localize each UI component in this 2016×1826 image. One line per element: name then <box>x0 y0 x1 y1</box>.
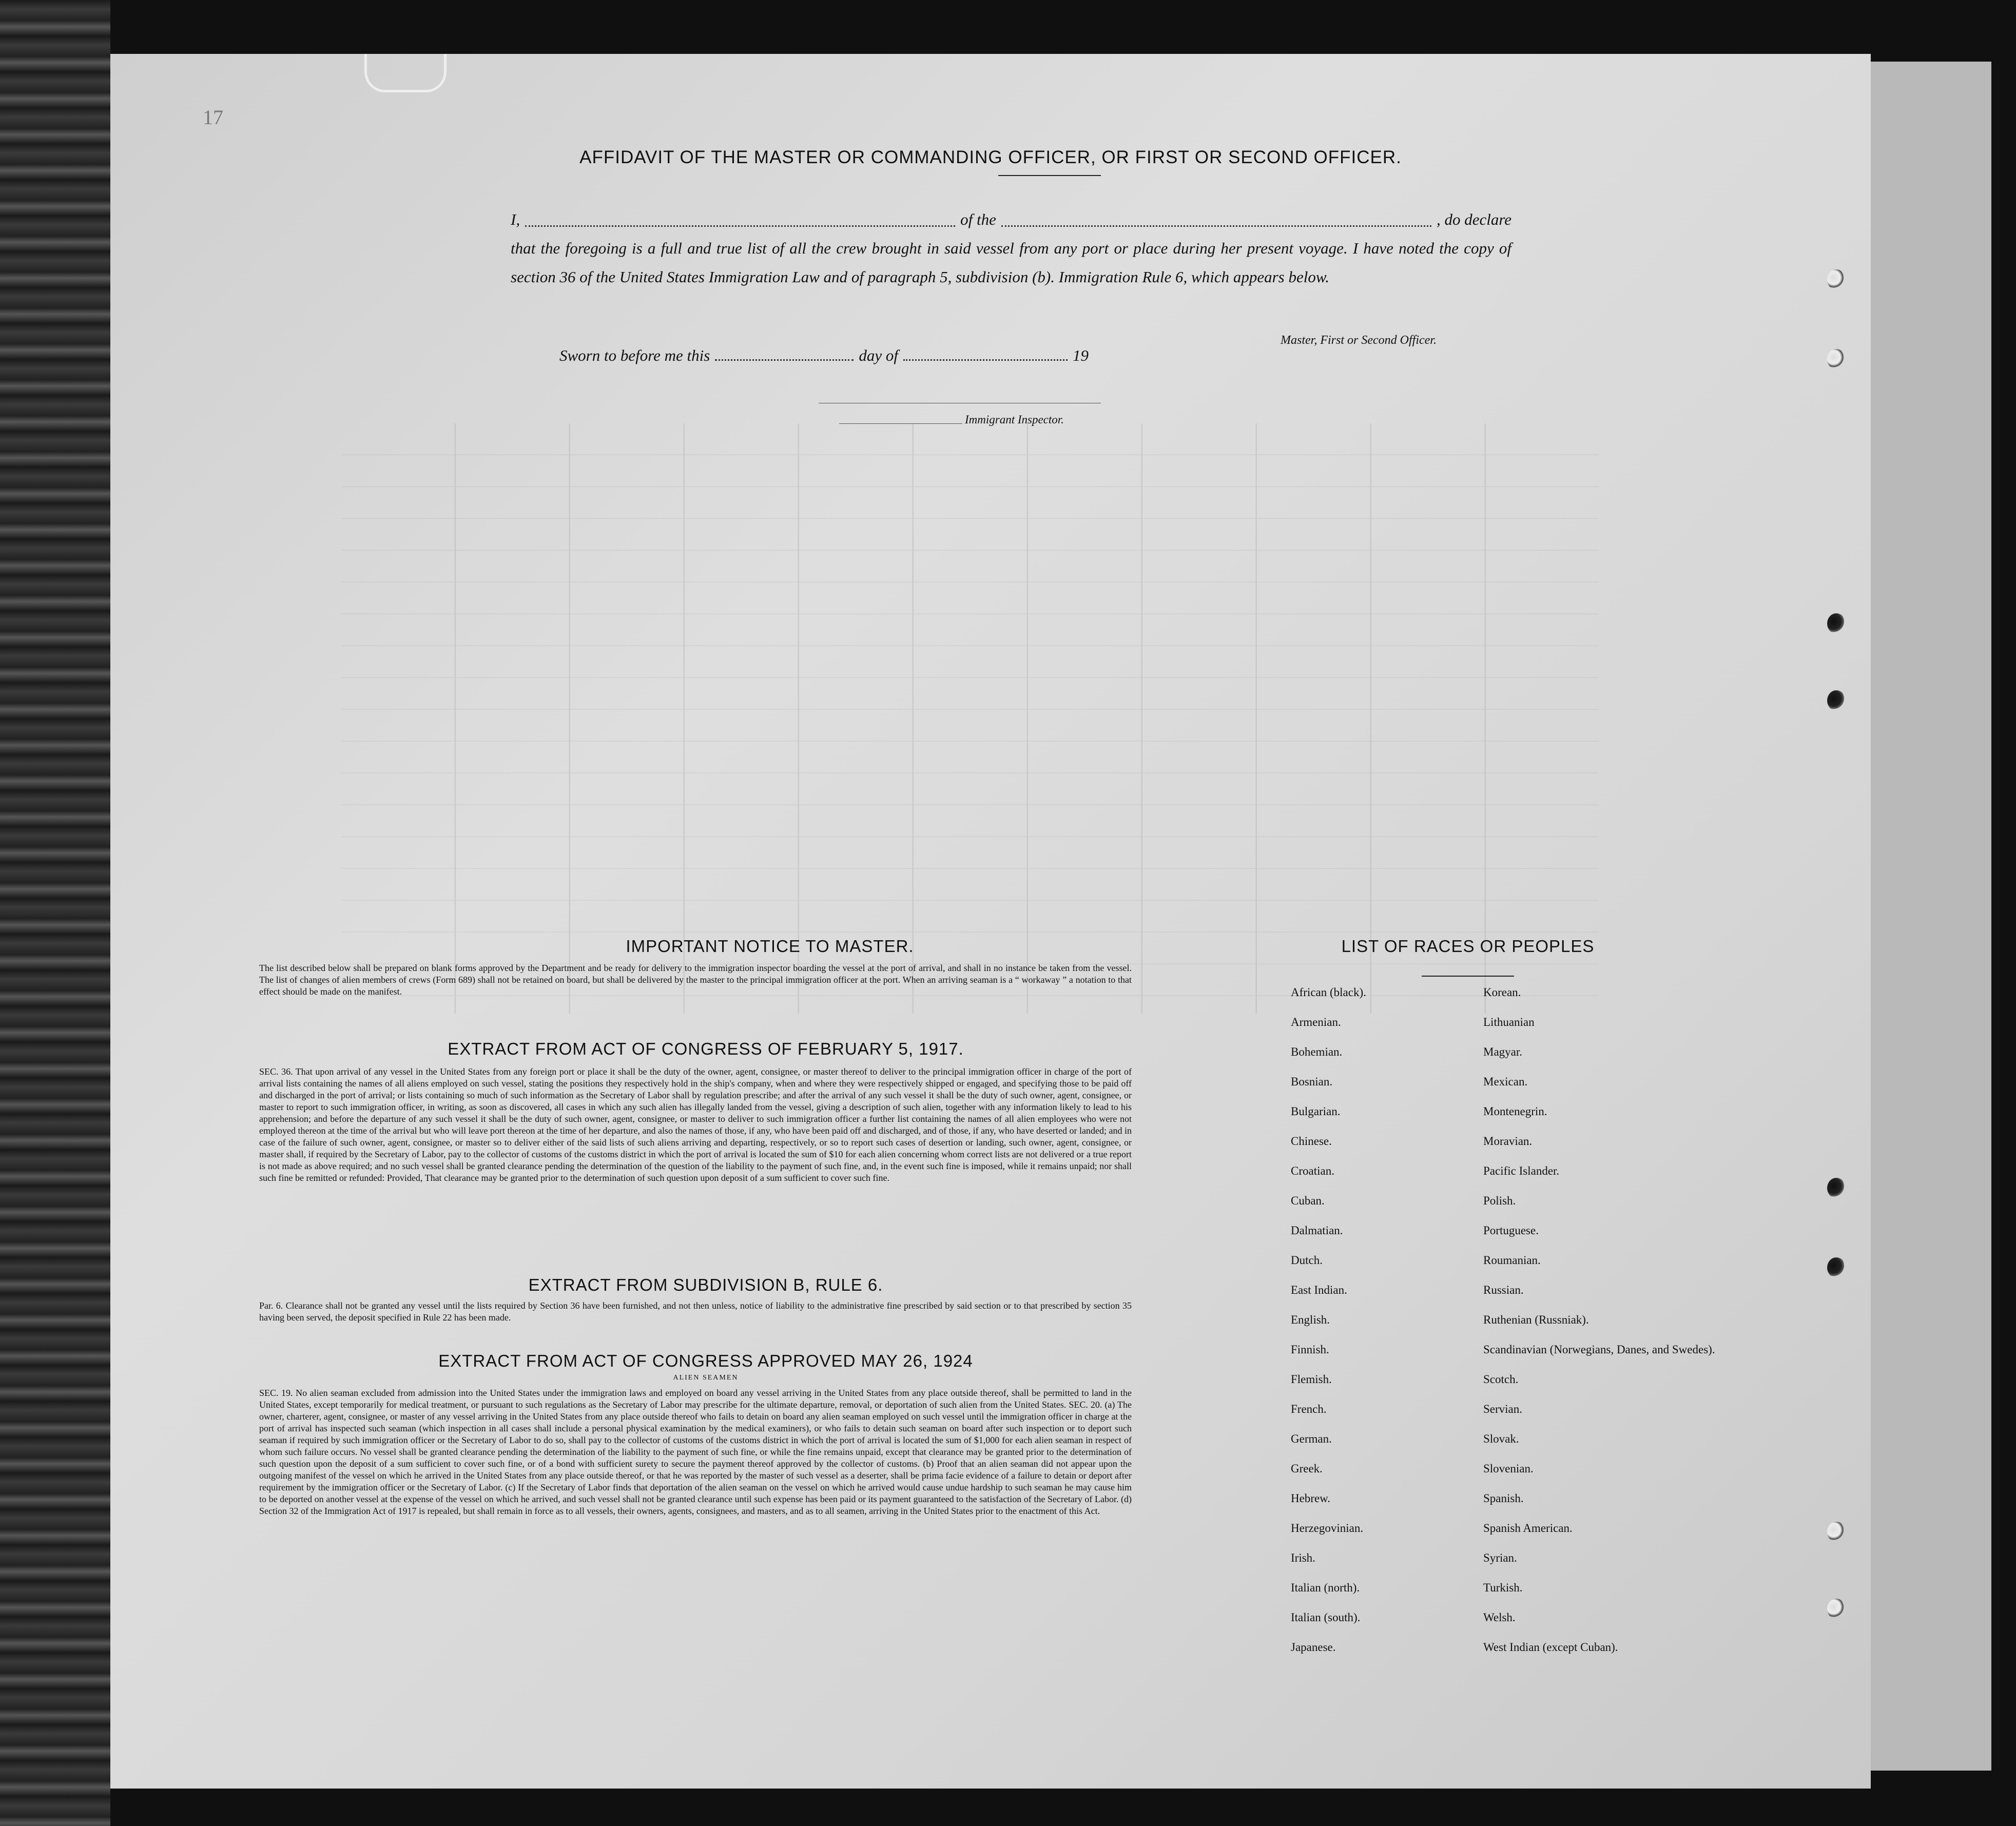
race-item: Servian. <box>1483 1403 1523 1415</box>
affidavit-text <box>511 205 1511 292</box>
bleed-through-table <box>341 423 1599 1014</box>
race-item: French. <box>1291 1403 1327 1415</box>
book-binding <box>0 0 110 1826</box>
page-mark: 17 <box>203 106 223 129</box>
race-item: East Indian. <box>1291 1284 1347 1296</box>
race-item: Chinese. <box>1291 1135 1332 1148</box>
punch-hole-icon <box>1827 1522 1846 1542</box>
race-item: Russian. <box>1483 1284 1524 1296</box>
inspector-short-line <box>839 423 962 424</box>
extract-1924-body: SEC. 19. No alien seaman excluded from admission into the United States under the immigration laws and employed on board any vessel arriving in the United States from any place outside thereof, shall be permitted to land in the United States, except temporarily for medical treatment, or pursuant to such regulations as the Secretary of Labor may prescribe for the ultimate departure, removal, or deportation of such alien from the United States. SEC. 20. (a) The owner, charterer, agent, consignee, or master of any vessel arriving in the United States from any place outside thereof who fails to detain on board any alien seaman employed on such vessel until the immigration officer in charge at the port of arrival has inspected such seaman (which inspection in all cases shall include a personal physical examination by the medical examiners), or who fails to detain such seaman on board after such inspection or to deport such seaman if required by such immigration officer or the Secretary of Labor to do so, shall pay to the collector of customs of the customs district in which the port of arrival is located the sum of $1,000 for each alien seaman in respect of whom such failure occurs. No vessel shall be granted clearance pending the determination of the liability to the payment of such fine, or while the fine remains unpaid, except that clearance may be granted prior to the determination of such question upon the deposit of a sum sufficient to cover such fine, or of a bond with sufficient surety to secure the payment thereof approved by the collector of customs. (b) Proof that an alien seaman did not appear upon the outgoing manifest of the vessel on which he arrived in the United States from any place outside thereof, or that he was reported by the master of such vessel as a deserter, shall be prima facie evidence of a failure to detain or deport after requirement by the immigration officer or the Secretary of Labor. (c) If the Secretary of Labor finds that deportation of the alien seaman on the vessel on which he arrived would cause undue hardship to such seaman he may cause him to be deported on another vessel at the expense of the vessel on which he arrived, and such vessel shall not be granted clearance until such expense has been paid or its payment guaranteed to the satisfaction of the Secretary of Labor. (d) Section 32 of the Immigration Act of 1917 is repealed, but shall remain in force as to all vessels, their owners, agents, consignees, and masters, and as to all seamen, arriving in the United States prior to the enactment of this Act. <box>259 1388 1132 1516</box>
document-page <box>110 54 1871 1789</box>
punch-hole-icon <box>1827 1257 1846 1278</box>
race-item: Dutch. <box>1291 1254 1323 1267</box>
name-blank[interactable] <box>525 205 955 227</box>
race-item: Flemish. <box>1291 1373 1332 1386</box>
sworn-day-blank[interactable] <box>715 359 854 361</box>
sworn-prefix: Sworn to before me this <box>559 346 710 364</box>
affidavit-of-the: of the <box>960 210 996 228</box>
race-item: Magyar. <box>1483 1045 1523 1058</box>
race-item: Hebrew. <box>1291 1492 1331 1505</box>
race-item: Roumanian. <box>1483 1254 1541 1267</box>
race-item: Montenegrin. <box>1483 1105 1547 1118</box>
races-title: LIST OF RACES OR PEOPLES <box>1341 937 1595 956</box>
affidavit-body: that the foregoing is a full and true list of all the crew brought in said vessel from any port or place during her present voyage. I have noted the copy of section 36 of the United States Immigration Law and of paragraph 5, subdivision (b). Immigration Rule 6, which appears below. <box>511 239 1511 286</box>
race-item: Bulgarian. <box>1291 1105 1341 1118</box>
race-item: Ruthenian (Russniak). <box>1483 1313 1589 1326</box>
race-item: Bosnian. <box>1291 1075 1333 1088</box>
race-item: Greek. <box>1291 1462 1323 1475</box>
notice-body: The list described below shall be prepared on blank forms approved by the Department and be ready for delivery to the immigration inspector boarding the vessel at the port of arrival, and shall in no instance be taken from the vessel. The list of changes of alien members of crews (Form 689) shall not be retained on board, but shall be delivered by the master to the principal immigration officer at the port. When an arriving seaman is a “ workaway ” a notation to that effect should be made on the manifest. <box>259 963 1132 997</box>
races-title-rule <box>1422 976 1514 977</box>
race-item: Scandinavian (Norwegians, Danes, and Swedes). <box>1483 1343 1715 1356</box>
affidavit-title: AFFIDAVIT OF THE MASTER OR COMMANDING OFFICER, OR FIRST OR SECOND OFFICER. <box>579 147 1402 167</box>
race-item: Polish. <box>1483 1194 1516 1207</box>
affidavit-i: I, <box>511 210 520 228</box>
affidavit-declaration-line <box>511 205 1511 234</box>
notice-title: IMPORTANT NOTICE TO MASTER. <box>626 937 914 956</box>
sworn-year: 19 <box>1072 346 1089 364</box>
race-item: Spanish American. <box>1483 1522 1573 1534</box>
race-item: Herzegovinian. <box>1291 1522 1364 1534</box>
race-item: Scotch. <box>1483 1373 1519 1386</box>
race-item: English. <box>1291 1313 1330 1326</box>
sworn-day-label: day of <box>859 346 898 364</box>
punch-hole-icon <box>1827 349 1846 370</box>
alien-seamen-subtitle: ALIEN SEAMEN <box>673 1374 739 1382</box>
race-item: Portuguese. <box>1483 1224 1539 1237</box>
races-right-column <box>1483 985 1771 1670</box>
race-item: Spanish. <box>1483 1492 1524 1505</box>
race-item: Syrian. <box>1483 1551 1517 1564</box>
race-item: Korean. <box>1483 986 1521 999</box>
punch-hole-icon <box>1827 613 1846 634</box>
punch-hole-icon <box>1827 1599 1846 1619</box>
race-item: Armenian. <box>1291 1016 1341 1028</box>
race-item: Croatian. <box>1291 1164 1334 1177</box>
race-item: Slovak. <box>1483 1432 1519 1445</box>
punch-hole-icon <box>1827 690 1846 711</box>
extract-rule6-body: Par. 6. Clearance shall not be granted any vessel until the lists required by Section 36 have been furnished, and not then unless, notice of liability to the administrative fine prescribed by said section or to that prescribed by section 35 having been served, the deposit specified in Rule 22 has been made. <box>259 1300 1132 1323</box>
extract-1917-title: EXTRACT FROM ACT OF CONGRESS OF FEBRUARY 5, 1917. <box>448 1039 964 1058</box>
race-item: Italian (south). <box>1291 1611 1361 1624</box>
race-item: Slovenian. <box>1483 1462 1534 1475</box>
race-item: Lithuanian <box>1483 1016 1535 1028</box>
race-item: Pacific Islander. <box>1483 1164 1560 1177</box>
affidavit-declare: , do declare <box>1436 210 1512 228</box>
punch-hole-icon <box>1827 269 1846 290</box>
master-signature-label: Master, First or Second Officer. <box>1281 334 1437 347</box>
paper-clip-icon <box>364 54 447 92</box>
race-item: Mexican. <box>1483 1075 1528 1088</box>
race-item: Welsh. <box>1483 1611 1516 1624</box>
vessel-blank[interactable] <box>1001 205 1431 227</box>
race-item: Moravian. <box>1483 1135 1533 1148</box>
extract-1917-body: SEC. 36. That upon arrival of any vessel in the United States from any foreign port or place it shall be the duty of the owner, agent, consignee, or master thereof to deliver to the principal immigration officer in charge of the port of arrival lists containing the names of all aliens employed on such vessel, stating the positions they respectively hold in the ship's company, when and where they were respectively shipped or engaged, and specifying those to be paid off and discharged in the port of arrival; or lists containing so much of such information as the Secretary of Labor shall by regulation prescribe; and after the arrival of any such vessel it shall be the duty of such owner, agent, consignee, or master to report to such immigration officer, in writing, as soon as discovered, all cases in which any such alien has illegally landed from the vessel, giving a description of such alien, together with any information likely to lead to his apprehension; and before the departure of any such vessel it shall be the duty of such owner, agent, consignee, or master to deliver to such immigration officer a further list containing the names of all alien employees who were not employed thereon at the time of the arrival but who will leave port thereon at the time of her departure, and also the names of those, if any, who have been paid off and discharged, and of those, if any, who have deserted or landed; and in case of the failure of such owner, agent, consignee, or master so to deliver either of the said lists of such aliens arriving and departing, respectively, or so to report such cases of desertion or landing, such owner, agent, consignee, or master shall, if required by the Secretary of Labor, pay to the collector of customs of the customs district in which the port of arrival is located the sum of $10 for each alien concerning whom correct lists are not delivered or a true report is not made as above required; and no such vessel shall be granted clearance pending the determination of the question of the liability to the payment of such fine, and, in the event such fine is imposed, while it remains unpaid; nor shall such fine be remitted or refunded: Provided, That clearance may be granted prior to the determination of such question upon deposit of a sum sufficient to cover such fine. <box>259 1066 1132 1183</box>
race-item: Japanese. <box>1291 1641 1336 1654</box>
race-item: African (black). <box>1291 986 1366 999</box>
race-item: Irish. <box>1291 1551 1315 1564</box>
race-item: Turkish. <box>1483 1581 1523 1594</box>
sworn-month-blank[interactable] <box>903 359 1068 361</box>
race-item: German. <box>1291 1432 1332 1445</box>
extract-1924-title: EXTRACT FROM ACT OF CONGRESS APPROVED MAY 26, 1924 <box>438 1351 973 1370</box>
race-item: Bohemian. <box>1291 1045 1343 1058</box>
race-item: Finnish. <box>1291 1343 1329 1356</box>
extract-rule6-title: EXTRACT FROM SUBDIVISION B, RULE 6. <box>528 1275 883 1294</box>
affidavit-title-rule <box>998 175 1101 176</box>
race-item: West Indian (except Cuban). <box>1483 1641 1618 1654</box>
inspector-label: Immigrant Inspector. <box>965 413 1064 426</box>
sworn-line <box>559 346 1089 365</box>
race-item: Italian (north). <box>1291 1581 1360 1594</box>
race-item: Cuban. <box>1291 1194 1325 1207</box>
race-item: Dalmatian. <box>1291 1224 1343 1237</box>
punch-hole-icon <box>1827 1178 1846 1198</box>
